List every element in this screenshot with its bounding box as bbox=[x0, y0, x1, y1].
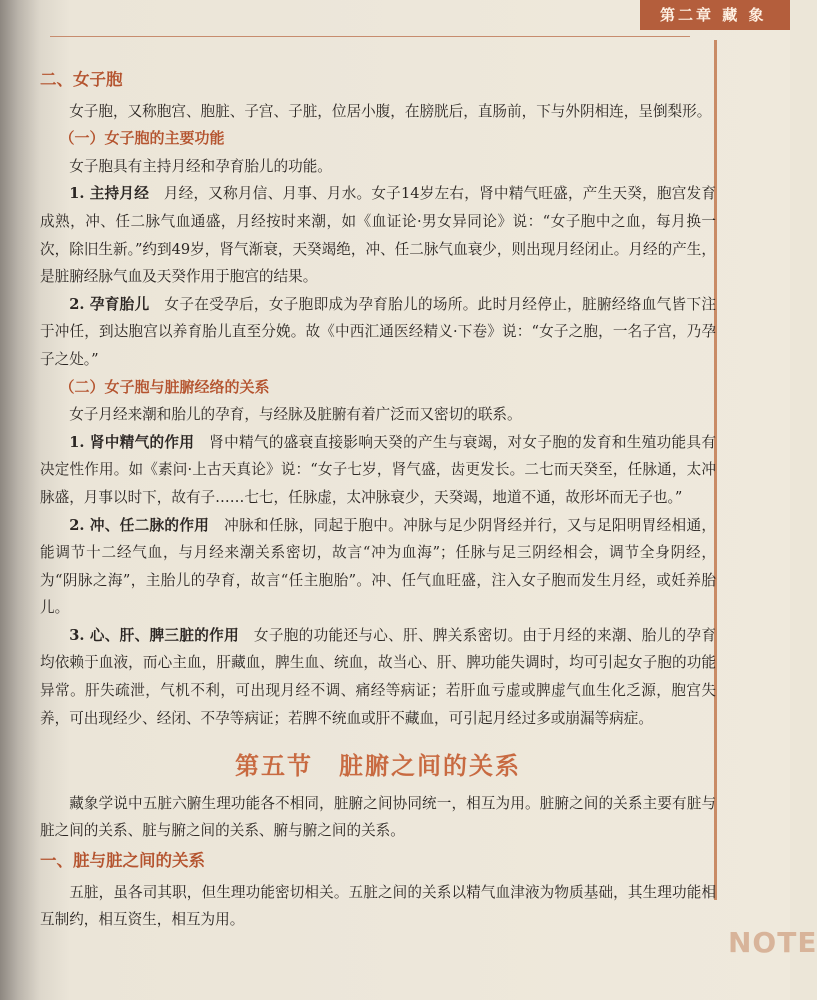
term-menstruation: 1. 主持月经 bbox=[69, 185, 150, 203]
paragraph-heart-liver-spleen bbox=[40, 622, 716, 732]
paragraph-section-intro: 藏象学说中五脏六腑生理功能各不相同，脏腑之间协同统一，相互为用。脏腑之间的关系主要有脏与脏之间的关系、脏与腑之间的关系、腑与腑之间的关系。 bbox=[40, 794, 716, 840]
paragraph-chong-ren bbox=[40, 512, 716, 622]
paragraph-menstruation bbox=[40, 180, 716, 290]
paragraph-zang-zang: 五脏，虽各司其职，但生理功能密切相关。五脏之间的关系以精气血津液为物质基础，其生理功能相互制约，相互资生，相互为用。 bbox=[40, 883, 716, 929]
text-heart-liver-spleen: 女子胞的功能还与心、肝、脾关系密切。由于月经的来潮、胎儿的孕育均依赖于血液，而心主血，肝藏血，脾生血、统血，故当心、肝、脾功能失调时，均可引起女子胞的功能异常。肝失疏泄，气机不利，可出现月经不调、痛经等病证；若肝血亏虚或脾虚气血生化乏源，胞宫失养，可出现经少、经闭、不孕等病证；若脾不统血或肝不藏血，可引起月经过多或崩漏等病症。 bbox=[40, 626, 716, 727]
term-heart-liver-spleen: 3. 心、肝、脾三脏的作用 bbox=[69, 626, 239, 644]
subheading-main-functions: （一）女子胞的主要功能 bbox=[59, 129, 225, 148]
term-chong-ren: 2. 冲、任二脉的作用 bbox=[69, 516, 210, 534]
paragraph-uterus-intro: 女子胞，又称胞宫、胞脏、子宫、子脏，位居小腹，在膀胱后，直肠前，下与外阴相连，呈倒梨形。 bbox=[69, 102, 712, 120]
term-pregnancy: 2. 孕育胎儿 bbox=[69, 295, 150, 313]
page-content bbox=[40, 64, 716, 934]
section-number: 第五节 bbox=[235, 751, 313, 781]
paragraph-pregnancy bbox=[40, 291, 716, 374]
notes-margin-label: NOTE bbox=[728, 926, 817, 959]
text-kidney-essence: 肾中精气的盛衰直接影响天癸的产生与衰竭，对女子胞的发育和生殖功能具有决定性作用。如《素问·上古天真论》说：“女子七岁，肾气盛，齿更发长。二七而天癸至，任脉通，太冲脉盛，月事以时下，故有子……七七，任脉虚，太冲脉衰少，天癸竭，地道不通，故形坏而无子也。” bbox=[40, 433, 716, 506]
header-rule bbox=[50, 36, 690, 37]
section-name: 脏腑之间的关系 bbox=[339, 751, 521, 781]
heading-zang-zang: 一、脏与脏之间的关系 bbox=[40, 851, 205, 871]
chapter-header-title: 第二章 藏 象 bbox=[660, 6, 767, 24]
text-chong-ren: 冲脉和任脉，同起于胞中。冲脉与足少阴肾经并行，又与足阳明胃经相通，能调节十二经气血，与月经来潮关系密切，故言“冲为血海”；任脉与足三阴经相会，调节全身阴经，为“阴脉之海”，主胎儿的孕育，故言“任主胞胎”。冲、任气血旺盛，注入女子胞而发生月经，或妊养胎儿。 bbox=[40, 516, 716, 617]
paragraph-kidney-essence bbox=[40, 429, 716, 512]
subheading-organ-relations: （二）女子胞与脏腑经络的关系 bbox=[59, 377, 270, 396]
text-pregnancy: 女子在受孕后，女子胞即成为孕育胎儿的场所。此时月经停止，脏腑经络血气皆下注于冲任，到达胞宫以养育胎儿直至分娩。故《中西汇通医经精义·下卷》说：“女子之胞，一名子宫，乃孕子之处。” bbox=[40, 295, 716, 368]
section-title bbox=[40, 752, 716, 780]
term-kidney-essence: 1. 肾中精气的作用 bbox=[69, 433, 195, 451]
paragraph-relations-intro: 女子月经来潮和胎儿的孕育，与经脉及脏腑有着广泛而又密切的联系。 bbox=[69, 406, 522, 424]
text-menstruation: 月经，又称月信、月事、月水。女子14岁左右，肾中精气旺盛，产生天癸，胞宫发育成熟，冲、任二脉气血通盛，月经按时来潮，如《血证论·男女异同论》说：“女子胞中之血，每月换一次，除旧生新。”约到49岁，肾气渐衰，天癸竭绝，冲、任二脉气血衰少，则出现月经闭止。月经的产生，是脏腑经脉气血及天癸作用于胞宫的结果。 bbox=[40, 185, 716, 286]
paragraph-functions-intro: 女子胞具有主持月经和孕育胎儿的功能。 bbox=[69, 157, 332, 175]
heading-uterus: 二、女子胞 bbox=[40, 70, 123, 89]
